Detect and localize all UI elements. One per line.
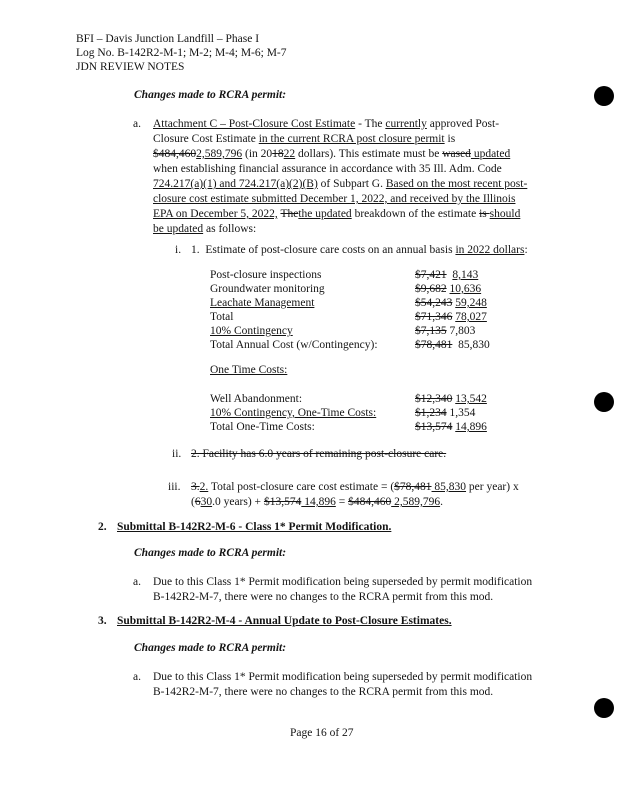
section-3-title: Submittal B-142R2-M-4 - Annual Update to Post-Closure Estimates. — [117, 615, 452, 627]
row-value: $1,234 1,354 — [415, 407, 476, 419]
paragraph-line-6: closure cost estimate submitted December 1, 2022, and received by the Illinois — [153, 193, 516, 205]
punch-hole-middle — [594, 392, 614, 412]
item-a-letter: a. — [133, 118, 141, 130]
paragraph-line-7: EPA on December 5, 2022, Thethe updated breakdown of the estimate is should — [153, 208, 521, 220]
row-label: Well Abandonment: — [210, 393, 303, 405]
paragraph-line-3: $484,4602,589,796 (in 201822 dollars). This estimate must be wased updated — [153, 148, 511, 160]
row-value: $9,682 10,636 — [415, 283, 482, 295]
sub-i-text: 1. Estimate of post-closure care costs on an annual basis in 2022 dollars: — [191, 244, 528, 256]
row-label: Total Annual Cost (w/Contingency): — [210, 339, 378, 351]
paragraph-line-8: be updated as follows: — [153, 223, 257, 235]
page-number: Page 16 of 27 — [290, 727, 354, 739]
roman-iii: iii. — [168, 481, 181, 493]
section-3-line-1: Due to this Class 1* Permit modification being superseded by permit modification — [153, 671, 533, 683]
section-2-title: Submittal B-142R2-M-6 - Class 1* Permit Modification. — [117, 521, 392, 533]
section-2-line-2: B-142R2-M-7, there were no changes to the RCRA permit from this mod. — [153, 591, 494, 603]
row-value: $7,421 8,143 — [415, 269, 479, 281]
row-label: Total — [210, 311, 234, 323]
roman-i: i. — [175, 244, 182, 256]
row-value: $7,135 7,803 — [415, 325, 476, 337]
item-a-letter: a. — [133, 576, 141, 588]
header-line-2: Log No. B-142R2-M-1; M-2; M-4; M-6; M-7 — [76, 47, 287, 59]
paragraph-line-5: 724.217(a)(1) and 724.217(a)(2)(B) of Subpart G. Based on the most recent post- — [153, 178, 528, 190]
one-time-cost-table — [210, 392, 530, 436]
changes-heading-2: Changes made to RCRA permit: — [134, 547, 287, 559]
paragraph-line-4: when establishing financial assurance in accordance with 35 Ill. Adm. Code — [153, 163, 502, 175]
row-value: $13,574 14,896 — [415, 421, 487, 433]
row-label: 10% Contingency — [210, 325, 293, 337]
row-value: $78,481 85,830 — [415, 339, 490, 351]
row-label: Post-closure inspections — [210, 269, 322, 281]
section-2-line-1: Due to this Class 1* Permit modification being superseded by permit modification — [153, 576, 533, 588]
item-a-letter: a. — [133, 671, 141, 683]
section-2-number: 2. — [98, 521, 107, 533]
one-time-costs-heading: One Time Costs: — [210, 364, 288, 376]
changes-heading-3: Changes made to RCRA permit: — [134, 642, 287, 654]
sub-iii-line-2: (630.0 years) + $13,574 14,896 = $484,460 2,589,796. — [191, 496, 443, 508]
sub-iii-line-1: 3.2. Total post-closure care cost estimate = ($78,481 85,830 per year) x — [191, 481, 519, 493]
paragraph-line-2: Closure Cost Estimate in the current RCRA post closure permit is — [153, 133, 456, 145]
punch-hole-bottom — [594, 698, 614, 718]
changes-heading-1: Changes made to RCRA permit: — [134, 89, 287, 101]
row-value: $71,346 78,027 — [415, 311, 487, 323]
insert-current-permit: in the current RCRA post closure permit — [258, 133, 445, 145]
row-label: Total One-Time Costs: — [210, 421, 315, 433]
section-3-number: 3. — [98, 615, 107, 627]
header-line-3: JDN REVIEW NOTES — [76, 61, 185, 73]
insert-currently: currently — [385, 118, 427, 130]
paragraph-line-1: Attachment C – Post-Closure Cost Estimate - The currently approved Post- — [153, 118, 500, 130]
annual-cost-table — [210, 268, 530, 358]
row-label: Leachate Management — [210, 297, 315, 309]
row-value: $12,340 13,542 — [415, 393, 487, 405]
deleted-amount: $484,460 — [153, 148, 197, 160]
section-3-line-2: B-142R2-M-7, there were no changes to the RCRA permit from this mod. — [153, 686, 494, 698]
deleted-item-ii: 2. Facility has 6.0 years of remaining post-closure care. — [191, 448, 447, 460]
roman-ii: ii. — [172, 448, 182, 460]
header-line-1: BFI – Davis Junction Landfill – Phase I — [76, 33, 260, 45]
row-value: $54,243 59,248 — [415, 297, 487, 309]
row-label: Groundwater monitoring — [210, 283, 325, 295]
attachment-c-link: Attachment C – Post-Closure Cost Estimate — [153, 118, 356, 130]
row-label: 10% Contingency, One-Time Costs: — [210, 407, 377, 419]
punch-hole-top — [594, 86, 614, 106]
inserted-amount: 2,589,796 — [196, 148, 243, 160]
